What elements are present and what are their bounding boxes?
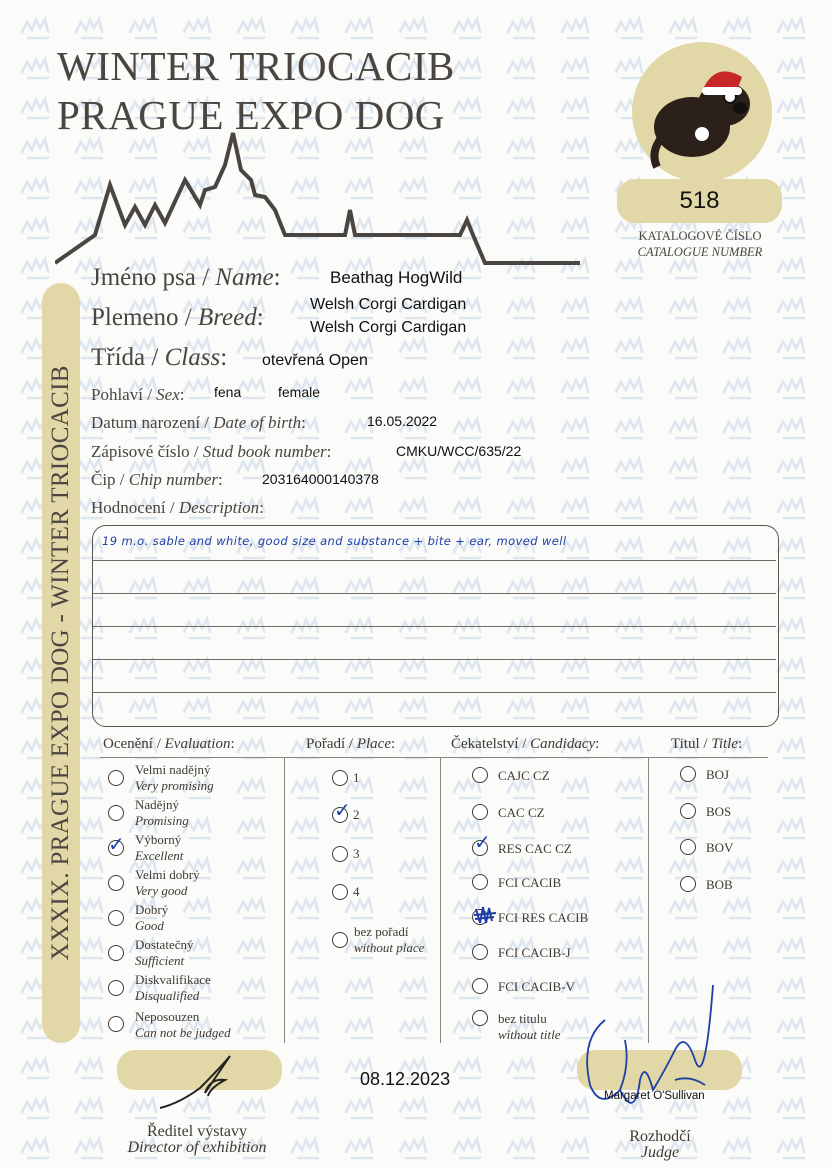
description-line (93, 692, 776, 693)
chip-value: 203164000140378 (262, 471, 379, 487)
evaluation-option-cz: Dobrý (135, 902, 169, 917)
evaluation-radio[interactable] (108, 910, 124, 926)
title-option: BOJ (706, 767, 730, 782)
title-option: BOB (706, 877, 733, 892)
place-option: 1 (353, 770, 360, 785)
place-radio[interactable] (332, 932, 348, 948)
evaluation-option-en: Sufficient (135, 953, 185, 968)
sex-value-en: female (278, 384, 321, 400)
judge-label-en: Judge (640, 1144, 680, 1161)
evaluation-option-en: Very promising (135, 778, 214, 793)
evaluation-option-cz: Výborný (135, 832, 182, 847)
place-radio[interactable] (332, 884, 348, 900)
catalogue-label-cz: KATALOGOVÉ ČÍSLO (638, 229, 762, 243)
evaluation-option-en: Can not be judged (135, 1025, 231, 1040)
breed-value-1: Welsh Corgi Cardigan (310, 296, 467, 313)
candidacy-option: FCI CACIB-V (498, 979, 575, 994)
scribble-icon (472, 903, 498, 927)
candidacy-option: CAC CZ (498, 805, 545, 820)
name-label: Jméno psa / Name: (91, 264, 281, 291)
candidacy-radio[interactable] (472, 1010, 488, 1026)
evaluation-radio[interactable] (108, 980, 124, 996)
mascot-badge (632, 42, 772, 182)
sex-label: Pohlaví / Sex: (91, 385, 185, 404)
title-radio[interactable] (680, 839, 696, 855)
place-radio[interactable] (332, 770, 348, 786)
evaluation-option-cz: Nadějný (135, 797, 180, 812)
title-option: BOV (706, 840, 734, 855)
checkmark-icon: ✓ (334, 798, 351, 822)
breed-label: Plemeno / Breed: (91, 304, 264, 331)
candidacy-radio[interactable] (472, 767, 488, 783)
director-label-cz: Ředitel výstavy (147, 1123, 247, 1140)
show-title-line2: PRAGUE EXPO DOG (57, 92, 445, 138)
place-option: 2 (353, 807, 360, 822)
judge-signature (575, 980, 725, 1140)
sidebar-text: XXXIX. PRAGUE EXPO DOG - WINTER TRIOCACIB (47, 365, 74, 961)
studbook-value: CMKU/WCC/635/22 (396, 443, 522, 459)
studbook-label: Zápisové číslo / Stud book number: (91, 442, 332, 461)
place-none-cz: bez pořadí (354, 924, 409, 939)
dob-value: 16.05.2022 (367, 413, 438, 429)
chip-label: Čip / Chip number: (91, 470, 223, 489)
title-radio[interactable] (680, 766, 696, 782)
table-divider (100, 757, 768, 758)
dog-santa-hat-icon (632, 42, 772, 182)
evaluation-option-cz: Velmi nadějný (135, 762, 211, 777)
evaluation-option-cz: Velmi dobrý (135, 867, 200, 882)
place-option: 4 (353, 884, 360, 899)
checkmark-icon: ✓ (108, 832, 125, 856)
title-option: BOS (706, 804, 732, 819)
candidacy-radio[interactable] (472, 804, 488, 820)
judge-name: Margaret O'Sullivan (604, 1090, 705, 1102)
candidacy-radio[interactable] (472, 944, 488, 960)
column-divider (440, 758, 441, 1043)
description-line (93, 593, 776, 594)
catalogue-label-en: CATALOGUE NUMBER (637, 245, 763, 259)
title-radio[interactable] (680, 876, 696, 892)
candidacy-none-en: without title (498, 1027, 561, 1042)
evaluation-option-en: Promising (135, 813, 189, 828)
candidacy-header: Čekatelství / Candidacy: (451, 736, 600, 752)
candidacy-option: FCI CACIB (498, 875, 562, 890)
evaluation-radio[interactable] (108, 770, 124, 786)
exhibition-date: 08.12.2023 (360, 1069, 451, 1089)
director-signature (150, 1048, 250, 1118)
title-radio[interactable] (680, 803, 696, 819)
class-value: otevřená Open (262, 352, 368, 369)
evaluation-option-en: Disqualified (135, 988, 200, 1003)
evaluation-option-cz: Neposouzen (135, 1009, 200, 1024)
candidacy-option: FCI CACIB-J (498, 945, 571, 960)
evaluation-option-en: Excellent (135, 848, 184, 863)
show-title-line1: WINTER TRIOCACIB (57, 43, 455, 89)
candidacy-option: CAJC CZ (498, 768, 550, 783)
catalogue-number: 518 (617, 179, 782, 223)
evaluation-radio[interactable] (108, 805, 124, 821)
evaluation-radio[interactable] (108, 1016, 124, 1032)
column-divider (284, 758, 285, 1043)
name-value: Beathag HogWild (330, 268, 463, 287)
evaluation-option-cz: Dostatečný (135, 937, 194, 952)
evaluation-option-cz: Diskvalifikace (135, 972, 211, 987)
director-label-en: Director of exhibition (127, 1139, 267, 1156)
description-line (93, 560, 776, 561)
description-label: Hodnocení / Description: (91, 498, 264, 517)
class-label: Třída / Class: (91, 344, 228, 371)
sex-value-cz: fena (214, 384, 242, 400)
place-option: 3 (353, 846, 360, 861)
prague-skyline-logo (55, 125, 580, 270)
candidacy-none-cz: bez titulu (498, 1011, 547, 1026)
description-line (93, 659, 776, 660)
place-header: Pořadí / Place: (306, 736, 396, 752)
candidacy-radio[interactable] (472, 874, 488, 890)
judge-label-cz: Rozhodčí (629, 1128, 691, 1145)
evaluation-radio[interactable] (108, 945, 124, 961)
evaluation-radio[interactable] (108, 875, 124, 891)
candidacy-option: RES CAC CZ (498, 841, 572, 856)
checkmark-icon: ✓ (474, 830, 491, 854)
candidacy-radio[interactable] (472, 978, 488, 994)
description-handwriting: 19 m.o. sable and white, good size and substance + bite + ear, moved well (102, 534, 567, 548)
breed-value-2: Welsh Corgi Cardigan (310, 319, 467, 336)
evaluation-header: Ocenění / Evaluation: (103, 736, 235, 752)
dob-label: Datum narození / Date of birth: (91, 413, 306, 432)
place-none-en: without place (354, 940, 425, 955)
description-line (93, 626, 776, 627)
evaluation-option-en: Very good (135, 883, 188, 898)
evaluation-option-en: Good (135, 918, 164, 933)
candidacy-option: FCI RES CACIB (498, 910, 589, 925)
place-radio[interactable] (332, 846, 348, 862)
title-header: Titul / Title: (671, 736, 743, 752)
